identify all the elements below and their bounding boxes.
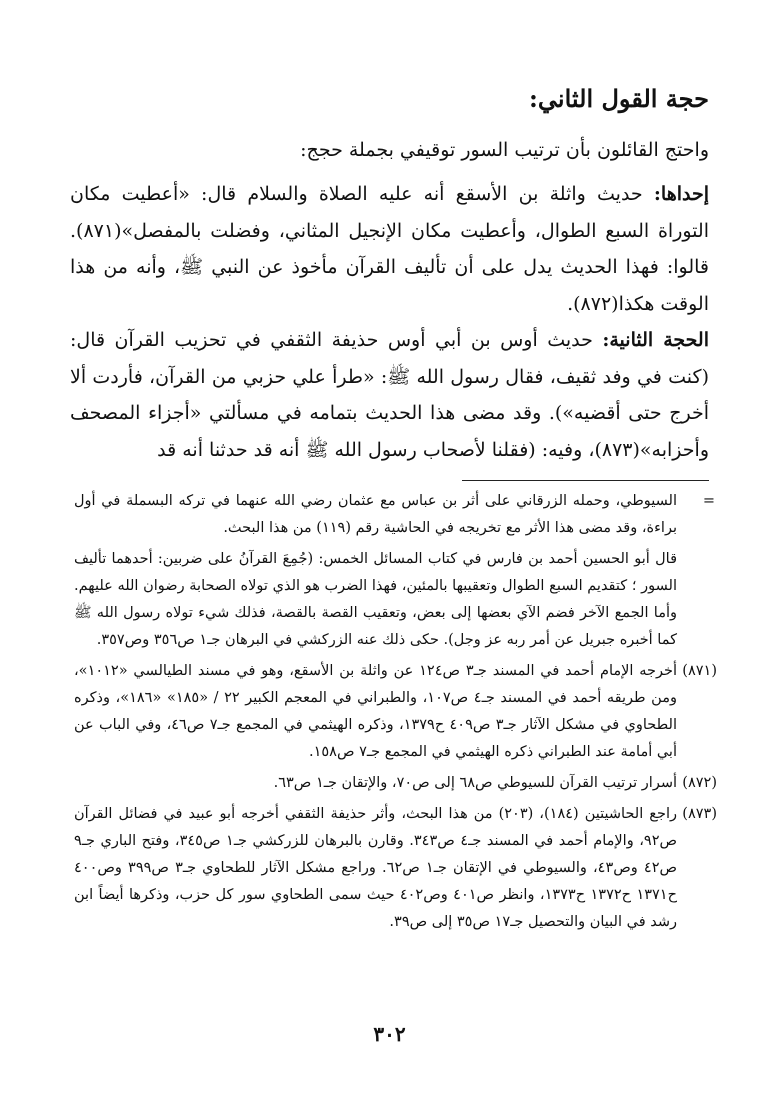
footnote-871	[74, 658, 717, 766]
footnote-continuation-paragraph: قال أبو الحسين أحمد بن فارس في كتاب المسائل الخمس: (جُمِعَ القرآنُ على ضربين: أحدهما تأليف السور ؛ كتقديم السبع الطوال وتعقيبها بالمئين، فهذا الضرب هو الذي تولاه الصحابة رضوان الله عليهم. وأما الجمع الآخر فضم الآي بعضها إلى بعض، وتعقيب القصة بالقصة، فذلك شيء تولاه رسول الله ﷺ كما أخبره جبريل عن أمر ربه عز وجل). حكى ذلك عنه الزركشي في البرهان جـ١ ص٣٥٦ وص٣٥٧.	[74, 551, 677, 648]
footnote-number: (٨٧٣)	[682, 806, 717, 822]
section-heading: حجة القول الثاني:	[529, 84, 709, 113]
second-argument-paragraph	[70, 322, 709, 468]
footnote-divider	[462, 480, 709, 481]
footnote-text: أخرجه الإمام أحمد في المسند جـ٣ ص١٢٤ عن واثلة بن الأسقع، وهو في مسند الطيالسي «١٠١٢»، ومن طريقه أحمد في المسند جـ٤ ص١٠٧، والطبراني في المعجم الكبير ٢٢ / «١٨٥» «١٨٦»، وذكره الطحاوي في مشكل الآثار جـ٣ ص٤٠٩ ح١٣٧٩، وذكره الهيثمي في المجمع جـ٧ ص٤٦، وفي الباب عن أبي أمامة عند الطبراني ذكره الهيثمي في المجمع جـ٧ ص١٥٨.	[74, 663, 678, 760]
footnote-number: (٨٧١)	[682, 663, 717, 679]
first-argument-lead: إحداها:	[653, 183, 709, 205]
footnote-continuation	[74, 488, 717, 654]
first-argument-text: حديث واثلة بن الأسقع أنه عليه الصلاة والسلام قال: «أعطيت مكان التوراة السبع الطوال، وأعطيت مكان الإنجيل المثاني، وفضلت بالمفصل»(٨٧١). قالوا: فهذا الحديث يدل على أن تأليف القرآن مأخوذ عن النبي ﷺ، وأنه من هذا الوقت هكذا(٨٧٢).	[70, 183, 709, 315]
footnote-number: (٨٧٢)	[682, 775, 717, 791]
first-argument-paragraph	[70, 176, 709, 322]
footnote-872	[74, 770, 717, 797]
page-number: ٣٠٢	[373, 1022, 406, 1046]
second-argument-text: حديث أوس بن أبي أوس حذيفة الثقفي في تحزيب القرآن قال: (كنت في وفد ثقيف، فقال رسول الله ﷺ: «طرأ علي حزبي من القرآن، فأردت ألا أخرج حتى أقضيه»). وقد مضى هذا الحديث بتمامه في مسألتي «أجزاء المصحف وأحزابه»(٨٧٣)، وفيه: (فقلنا لأصحاب رسول الله ﷺ أنه قد حدثنا أنه قد	[70, 329, 709, 461]
footnotes-section	[74, 488, 717, 940]
footnote-continuation-paragraph: السيوطي، وحمله الزرقاني على أثر بن عباس مع عثمان رضي الله عنهما في تركه البسملة في أول براءة، وقد مضى هذا الأثر مع تخريجه في الحاشية رقم (١١٩) من هذا البحث.	[74, 493, 677, 536]
footnote-text: راجع الحاشيتين (١٨٤)، (٢٠٣) من هذا البحث، وأثر حذيفة الثقفي أخرجه أبو عبيد في فضائل القرآن ص٩٢، والإمام أحمد في المسند جـ٤ ص٣٤٣. وقارن بالبرهان للزركشي جـ١ ص٣٤٥، وفتح الباري جـ٩ ص٤٢ وص٤٣، والسيوطي في الإتقان جـ١ ص٦٢. وراجع مشكل الآثار للطحاوي جـ٣ ص٣٩٩ وص٤٠٠ ح١٣٧١ ح١٣٧٢ ح١٣٧٣، وانظر ص٤٠١ وص٤٠٢ حيث سمى الطحاوي سور كل حزب، وذكرها أيضاً ابن رشد في البيان والتحصيل جـ١٧ ص٣٥ إلى ص٣٩.	[74, 806, 678, 930]
intro-paragraph: واحتج القائلون بأن ترتيب السور توقيفي بجملة حجج:	[300, 139, 709, 161]
footnote-873	[74, 801, 717, 936]
footnote-continuation-marker: =	[702, 493, 715, 509]
footnote-text: أسرار ترتيب القرآن للسيوطي ص٦٨ إلى ص٧٠، والإتقان جـ١ ص٦٣.	[273, 775, 677, 791]
second-argument-lead: الحجة الثانية:	[602, 329, 709, 351]
